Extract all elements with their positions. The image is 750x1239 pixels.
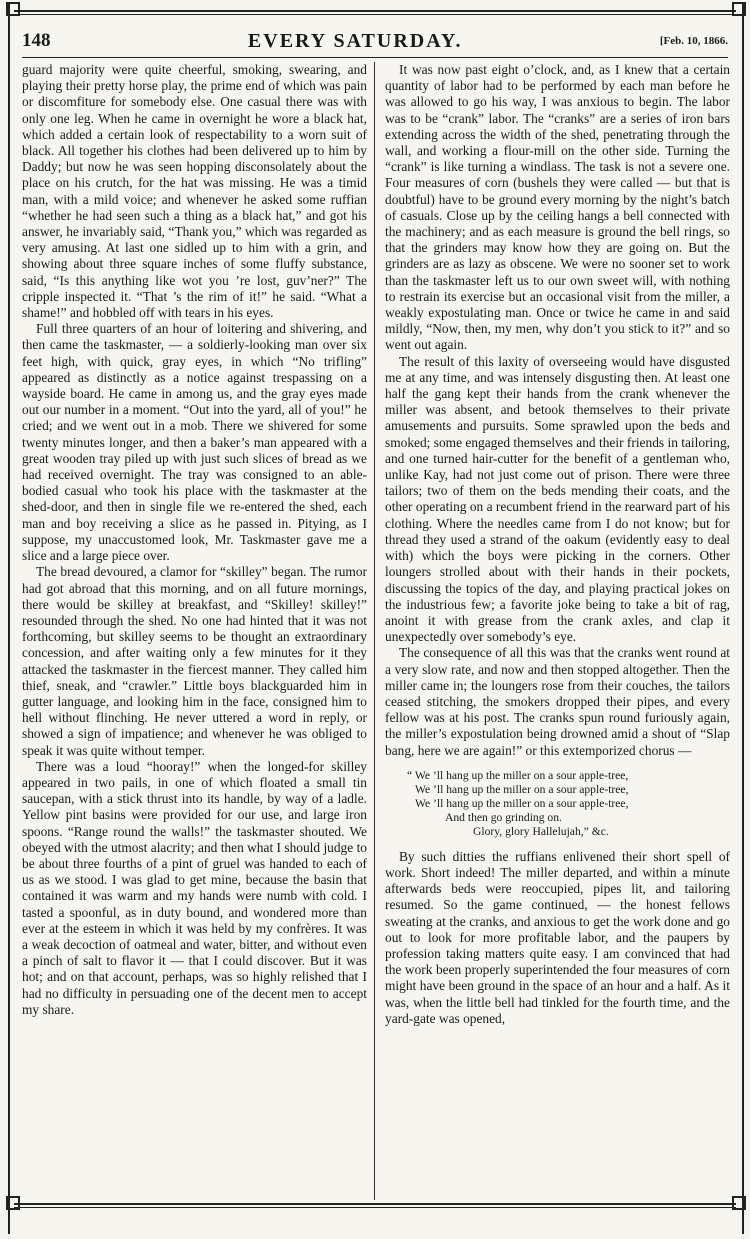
verse-line: We ’ll hang up the miller on a sour apple-tree,: [415, 796, 629, 810]
column-divider: [374, 62, 375, 1200]
issue-date: [Feb. 10, 1866.: [659, 35, 728, 47]
verse-line: Glory, glory Hallelujah,” &c.: [473, 824, 609, 838]
corner-ornament-top-left: [6, 2, 20, 16]
verse-block: [385, 769, 730, 839]
corner-ornament-bottom-left: [6, 1196, 20, 1210]
page-header: [22, 28, 728, 54]
top-border-rule: [14, 10, 736, 12]
corner-ornament-bottom-right: [732, 1196, 746, 1210]
header-rule: [22, 57, 728, 58]
top-border-rule-inner: [14, 14, 736, 15]
right-column: [385, 62, 730, 1200]
paragraph: The result of this laxity of overseeing would have disgusted me at any time, and was intensely disgusting then. At least one half the gang kept their hands from the crank whenever the miller was absent, and betook themselves to their private amusements and pursuits. Some sprawled upon the beds and smoked; some engaged themselves and their friends in tailoring, and one turned hair-cutter for the benefit of a gentleman who, unlike Kay, had not just come out of prison. There were three tailors; two of them on the beds mending their coats, and the other operating on a recumbent friend in the rearward part of his clothing. Where the needles came from I do not know; but for thread they used a strand of the oakum (evidently easy to deal with) which the boys were picking in the corners. Other loungers strolled about with their hands in their pockets, discussing the topics of the day, and playing practical jokes on the industrious few; a favorite joke being to take a bit of rag, anoint it with grease from the crank axles, and clap it unexpectedly over somebody’s eye.: [385, 353, 730, 645]
verse-line: And then go grinding on.: [445, 810, 562, 824]
paragraph: Full three quarters of an hour of loitering and shivering, and then came the taskmaster, — a soldierly-looking man over six feet high, with quick, gray eyes, in which “No trifling” appeared as distinctly as a notice against trespassing on a wayside board. He came in among us, and the gray eyes made out our number in a moment. “Out into the yard, all of you!” he cried; and we went out in a mob. There we shivered for some twenty minutes longer, and then a baker’s man appeared with a great wooden tray piled up with just such slices of bread as we had received overnight. The tray was consigned to an able-bodied casual who took his place with the taskmaster at the shed-door, and then in single file we re-entered the shed, each man and boy receiving a slice as he passed in. Pitying, as I suppose, my unaccustomed look, Mr. Taskmaster gave me a slice and a large piece over.: [22, 321, 367, 564]
magazine-title: EVERY SATURDAY.: [247, 29, 463, 52]
page-number: 148: [22, 30, 51, 51]
paragraph: The bread devoured, a clamor for “skilley” began. The rumor had got abroad that this morning, and on all future mornings, there would be skilley at breakfast, and “Skilley! skilley!” resounded through the shed. No one had hinted that it was not forthcoming, but skilley seems to be thought an extraordinary concession, and after waiting only a few minutes for it they attacked the taskmaster in the fiercest manner. They called him thief, sneak, and “crawler.” Little boys blackguarded him in gutter language, and looking him in the face, consigned him to hell without flinching. He never uttered a word in reply, or showed a sign of impatience; and whenever he was obliged to speak it was quite without temper.: [22, 564, 367, 758]
paragraph: guard majority were quite cheerful, smoking, swearing, and playing their pretty horse play, the prime end of which was pain or discomfiture for somebody else. One casual there was with only one leg. When he came in overnight he wore a black hat, which added a certain look of respectability to a worn suit of black. All together his clothes had been delivered up to him by Daddy; but now he was seen hopping disconsolately about the place on his crutch, for the hat was missing. He was a timid man, with a mild voice; and whenever he asked some ruffian “whether he had seen such a thing as a black hat,” and got his answer, he invariably said, “Thank you,” which was regarded as very amusing. At last one sidled up to him with a grin, and showing about three square inches of some fluffy substance, said, “Is this anything like wot you ’re lost, guv’ner?” The cripple inspected it. “That ’s the rim of it!” he said. “What a shame!” and hobbled off with tears in his eyes.: [22, 62, 367, 321]
paragraph: It was now past eight o’clock, and, as I knew that a certain quantity of labor had to be performed by each man before he was allowed to go his way, I was anxious to begin. The labor was to be “crank” labor. The “cranks” are a series of iron bars extending across the width of the shed, penetrating through the wall, and working a flour-mill on the other side. Turning the “crank” is like turning a windlass. The task is not a severe one. Four measures of corn (bushels they were called — but that is doubtful) have to be ground every morning by the night’s batch of casuals. Close up by the ceiling hangs a bell connected with the machinery; and as each measure is ground the bell rings, so that the grinders may know how they are going on. But the grinders are as lazy as obscene. We were no sooner set to work than the taskmaster left us to our own sweet will, with nothing to restrain its exercise but an occasional visit from the miller, a weakly expostulating man. Once or twice he came in and said mildly, “Now, then, my men, why don’t you stick to it?” and so went out again.: [385, 62, 730, 353]
paragraph: By such ditties the ruffians enlivened their short spell of work. Short indeed! The miller departed, and within a minute afterwards beds were reoccupied, pipes lit, and tailoring resumed. So the game continued, — the honest fellows sweating at the cranks, and anxious to get the work done and go out to look for more profitable labor, and the paupers by profession taking matters quite easy. I am convinced that had the work been properly superintended the four measures of corn might have been ground in the space of an hour and a half. As it was, when the little bell had tinkled for the fourth time, and the yard-gate was opened,: [385, 848, 730, 1026]
left-column: [22, 62, 367, 1200]
bottom-border-rule-inner: [14, 1207, 736, 1208]
paragraph: The consequence of all this was that the cranks went round at a very slow rate, and now and then stopped altogether. Then the miller came in; the loungers rose from their couches, the tailors ceased stitching, the smokers dropped their pipes, and every fellow was at his post. The cranks spun round furiously again, the miller’s expostulation being drowned amid a shout of “Slap bang, here we are again!” or this extemporized chorus —: [385, 645, 730, 758]
paragraph: There was a loud “hooray!” when the longed-for skilley appeared in two pails, in one of which floated a small tin saucepan, with a stick thrust into its handle, by way of a ladle. Yellow pint basins were provided for our use, and large iron spoons. “Range round the walls!” the taskmaster shouted. We obeyed with the utmost alacrity; and then what I should judge to be about three fourths of a pint of gruel was handed to each of us as we stood. I was glad to get mine, because the basin that contained it was warm and my hands were numb with cold. I tasted a spoonful, as in duty bound, and wondered more than ever at the esteem in which it was held by my confrères. It was a weak decoction of oatmeal and water, bitter, and without even a pinch of salt to flavor it — that I could discover. But it was hot; and on that account, perhaps, was so highly relished that I had no difficulty in persuading one of the decent men to accept my share.: [22, 758, 367, 1017]
verse-line: “ We ’ll hang up the miller on a sour apple-tree,: [407, 768, 629, 782]
corner-ornament-top-right: [732, 2, 746, 16]
verse-line: We ’ll hang up the miller on a sour apple-tree,: [415, 782, 629, 796]
bottom-border-rule: [14, 1203, 736, 1205]
article-columns: [22, 62, 730, 1200]
